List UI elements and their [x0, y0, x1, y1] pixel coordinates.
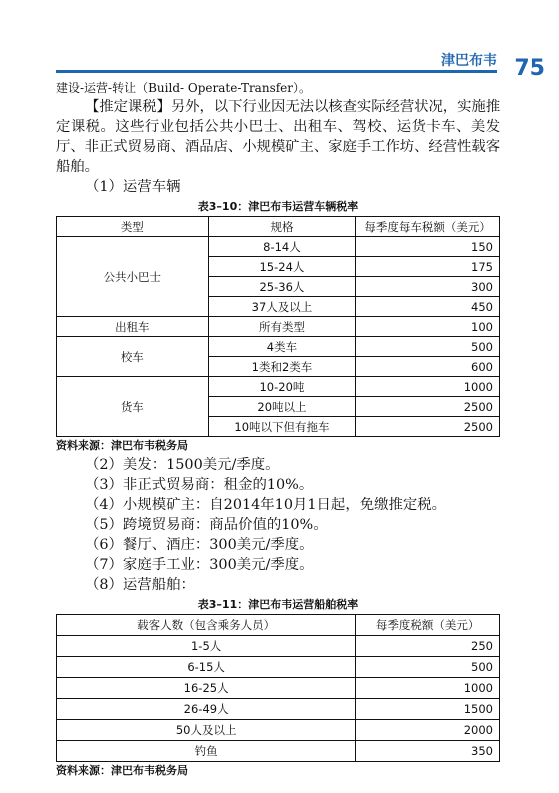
type-cell: 校车	[57, 337, 209, 377]
spec-cell: 10-20吨	[208, 377, 356, 397]
paragraph-lead: 【推定课税】	[85, 99, 171, 115]
amount-cell: 2000	[356, 720, 500, 741]
table-row	[57, 678, 500, 699]
amount-cell: 450	[356, 297, 500, 317]
page-number: 75	[514, 56, 545, 81]
list-item: （7）家庭手工业：300美元/季度。	[85, 557, 314, 573]
running-header-title: 津巴布韦	[441, 53, 497, 69]
table2-header-row	[57, 615, 500, 636]
spec-cell: 37人及以上	[208, 297, 356, 317]
list-item: （3）非正式贸易商：租金的10%。	[85, 477, 314, 493]
amount-cell: 150	[356, 237, 500, 257]
page-body	[56, 80, 500, 780]
capacity-cell: 16-25人	[57, 678, 356, 699]
table-row	[57, 699, 500, 720]
paragraph-text: 另外，以下行业因无法以核查实际经营状况，实施推定课税。这些行业包括公共小巴士、出租车、驾校、运货卡车、美发厅、非正式贸易商、酒品店、小规模矿主、家庭手工作坊、经营性载客船舶。	[56, 99, 501, 175]
presumptive-tax-paragraph	[56, 97, 500, 177]
table1-header-type: 类型	[57, 217, 209, 237]
table-row	[57, 317, 500, 337]
list-item: （5）跨境贸易商：商品价值的10%。	[85, 517, 328, 533]
table-row	[57, 720, 500, 741]
capacity-cell: 6-15人	[57, 657, 356, 678]
intro-line: 建设-运营-转让（Build- Operate-Transfer）。	[56, 81, 312, 95]
type-cell: 公共小巴士	[57, 237, 209, 317]
amount-cell: 175	[356, 257, 500, 277]
amount-cell: 300	[356, 277, 500, 297]
amount-cell: 1500	[356, 699, 500, 720]
vehicle-tax-table	[56, 216, 500, 437]
table2-header-capacity: 载客人数（包含乘务人员）	[57, 615, 356, 636]
table1-header-spec: 规格	[208, 217, 356, 237]
amount-cell: 2500	[356, 417, 500, 437]
table2-source: 资料来源：津巴布韦税务局	[56, 764, 188, 777]
amount-cell: 350	[356, 741, 500, 762]
table-row	[57, 377, 500, 397]
type-cell: 出租车	[57, 317, 209, 337]
table2-header-amount: 每季度税额（美元）	[356, 615, 500, 636]
list-item: （8）运营船舶：	[85, 577, 195, 593]
spec-cell: 10吨以下但有拖车	[208, 417, 356, 437]
spec-cell: 8-14人	[208, 237, 356, 257]
amount-cell: 250	[356, 636, 500, 657]
list-item: （2）美发：1500美元/季度。	[85, 457, 280, 473]
amount-cell: 100	[356, 317, 500, 337]
table-row	[57, 636, 500, 657]
table1-source: 资料来源：津巴布韦税务局	[56, 439, 188, 452]
spec-cell: 1类和2类车	[208, 357, 356, 377]
amount-cell: 2500	[356, 397, 500, 417]
table-row	[57, 237, 500, 257]
spec-cell: 20吨以上	[208, 397, 356, 417]
item-1-heading: （1）运营车辆	[85, 179, 181, 195]
table1-header-row	[57, 217, 500, 237]
list-item: （4）小规模矿主：自2014年10月1日起，免缴推定税。	[85, 497, 447, 513]
spec-cell: 25-36人	[208, 277, 356, 297]
list-item: （6）餐厅、酒庄：300美元/季度。	[85, 537, 314, 553]
amount-cell: 500	[356, 657, 500, 678]
amount-cell: 1000	[356, 377, 500, 397]
table2-caption: 表3–11：津巴布韦运营船舶税率	[197, 598, 359, 611]
vessel-tax-table	[56, 614, 500, 762]
table-row	[57, 657, 500, 678]
capacity-cell: 26-49人	[57, 699, 356, 720]
header-rule	[56, 70, 497, 73]
type-cell: 货车	[57, 377, 209, 437]
capacity-cell: 钓鱼	[57, 741, 356, 762]
amount-cell: 600	[356, 357, 500, 377]
spec-cell: 所有类型	[208, 317, 356, 337]
spec-cell: 15-24人	[208, 257, 356, 277]
table-row	[57, 337, 500, 357]
spec-cell: 4类车	[208, 337, 356, 357]
amount-cell: 1000	[356, 678, 500, 699]
capacity-cell: 50人及以上	[57, 720, 356, 741]
amount-cell: 500	[356, 337, 500, 357]
table1-header-amount: 每季度每车税额（美元）	[356, 217, 500, 237]
capacity-cell: 1-5人	[57, 636, 356, 657]
table1-caption: 表3–10：津巴布韦运营车辆税率	[197, 200, 359, 213]
table-row	[57, 741, 500, 762]
